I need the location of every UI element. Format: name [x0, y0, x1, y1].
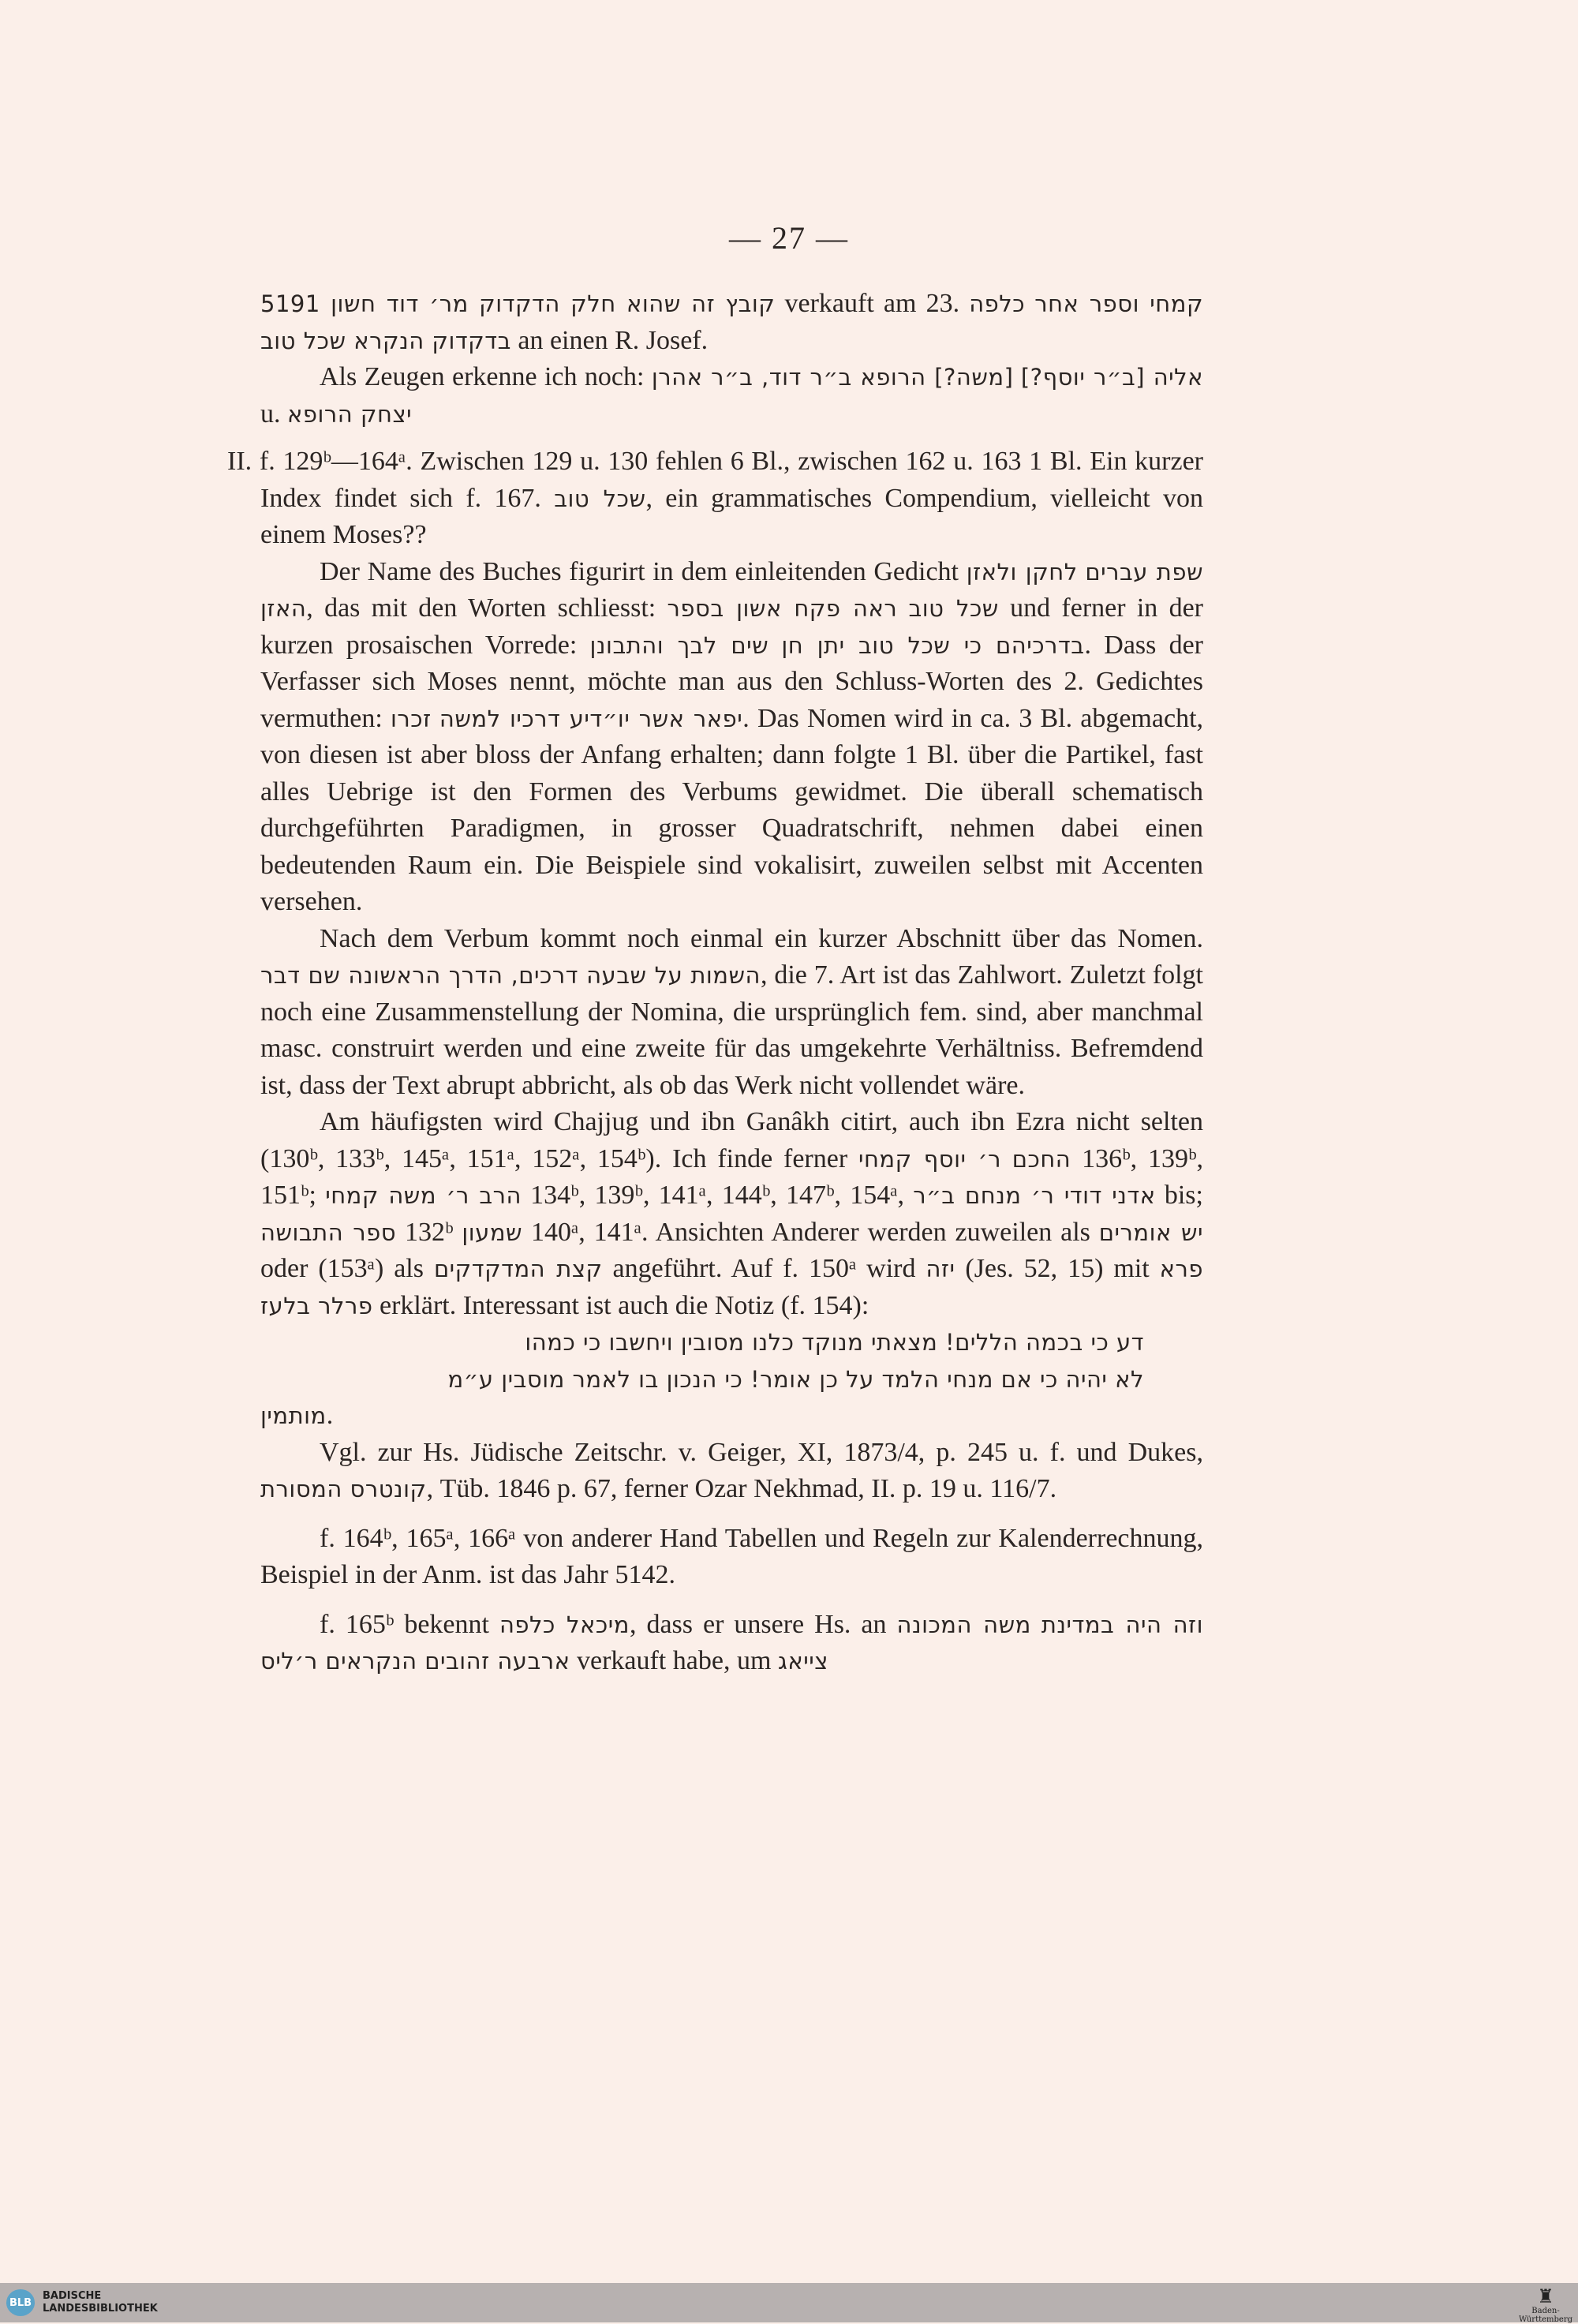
hebrew-text: שכל טוב: [908, 595, 999, 622]
hebrew-text: השמות על שבעה דרכים, הדרך הראשונה שם דבר: [260, 962, 761, 989]
hebrew-text: שפת עברים האזן: [260, 558, 1203, 622]
library-name: [43, 2290, 158, 2315]
text-run: Als Zeugen erkenne ich noch:: [320, 362, 652, 391]
hebrew-text: אליה [ב״ר יוסף?]: [1020, 364, 1204, 391]
paragraph-4: [260, 554, 1203, 921]
paragraph-6: [260, 1104, 1203, 1435]
state-logo: [1518, 2286, 1573, 2324]
hebrew-text: ארבעה זהובים הנקראים ר׳ליס: [260, 1648, 570, 1675]
text-run: f. 165ᵇ bekennt: [320, 1609, 499, 1639]
hebrew-text: לחקן ולאזן: [966, 558, 1078, 586]
hebrew-text: כלפה: [969, 290, 1026, 317]
hebrew-text: יזה: [925, 1256, 955, 1282]
text-run: Der Name des Buches figurirt in dem einleitenden Gedicht: [320, 556, 967, 586]
hebrew-text: זכרו: [391, 705, 432, 732]
document-body: [227, 286, 1204, 1680]
text-run: 140ᵃ, 141ᵃ. Ansichten Anderer werden zuweilen als: [522, 1217, 1099, 1247]
hebrew-text: משה המכונה: [896, 1611, 1031, 1638]
hebrew-text: פרא פרלר בלעז: [260, 1256, 1204, 1319]
text-run: angeführt. Auf f. 150ᵃ wird: [602, 1254, 926, 1283]
paragraph-9: [260, 1607, 1203, 1680]
text-run: , dass er unsere Hs. an: [629, 1609, 897, 1639]
library-name-line2: LANDESBIBLIOTHEK: [43, 2303, 158, 2315]
hebrew-text: ר׳ יוסף קמחי: [858, 1145, 1001, 1173]
text-run: 136ᵇ, 139ᵇ, 151ᵇ;: [260, 1143, 1203, 1210]
hebrew-text: מיכאל כלפה: [499, 1611, 630, 1638]
text-run: bis;: [1155, 1181, 1203, 1210]
hebrew-text: [משה?] הרופא ב״ר דוד, ב״ר אהרן: [651, 364, 1014, 391]
hebrew-text: ספר התבושה: [260, 1218, 397, 1246]
text-run: u.: [260, 399, 287, 428]
text-run: , das mit den Worten schliesst:: [306, 593, 667, 623]
hebrew-text: החכם: [1011, 1145, 1071, 1173]
section-ii-heading: [227, 443, 1203, 554]
text-run: um: [736, 1646, 778, 1675]
hebrew-text: קונטרס המסורת: [260, 1476, 427, 1503]
text-run: und ferner in der kurzen prosaischen Vorrede:: [260, 593, 1204, 660]
paragraph-7: [260, 1435, 1203, 1508]
paragraph-2: [260, 359, 1203, 432]
paragraph-1: [260, 286, 1203, 359]
text-run: verkauft habe,: [570, 1646, 737, 1675]
hebrew-quote-line: לא יהיה כי אם מנחי הלמד על כן אומר! כי הנכון בו לאמר מוסבין ע״מ: [447, 1365, 1144, 1393]
coat-of-arms-icon: ♜: [1537, 2285, 1554, 2307]
text-run: .: [326, 1401, 334, 1430]
hebrew-text: וזה היה במדינת: [1041, 1611, 1204, 1638]
text-run: 132ᵇ: [396, 1217, 462, 1247]
text-run: f. 164ᵇ, 165ᵃ, 166ᵃ von anderer Hand Tabellen und Regeln zur Kalenderrechnung, Beispiel in der Anm. ist das Jahr 5142.: [260, 1523, 1203, 1589]
text-run: , ein grammatisches Compendium, vielleicht von einem Moses??: [260, 483, 1203, 549]
hebrew-text: יש אומרים: [1098, 1218, 1203, 1246]
hebrew-text: יצחק הרופא: [287, 400, 413, 428]
page-number: — 27 —: [729, 220, 849, 256]
hebrew-text: בדרכיהם כי שכל טוב יתן חן: [781, 631, 1085, 659]
text-run: oder (153ᵃ) als: [260, 1254, 434, 1283]
hebrew-text: ראה פקח אשון בספר: [667, 595, 898, 622]
hebrew-text: צייאג: [777, 1648, 828, 1675]
hebrew-text: שמעון: [462, 1218, 523, 1246]
text-run: [1001, 1144, 1012, 1173]
paragraph-5: [260, 921, 1203, 1105]
text-run: Am häufigsten wird Chajjug und ibn Ganâkh citirt, auch ibn Ezra nicht selten (130ᵇ, 133ᵇ, 145ᵃ, 151ᵃ, 152ᵃ, 154ᵇ). Ich finde ferner: [260, 1107, 1203, 1173]
text-run: . Das Nomen wird in ca. 3 Bl. abgemacht, von diesen ist aber bloss der Anfang erhalten; dann folgte 1 Bl. über die Partikel, fast alles Uebrige ist den Formen des Verbums gewidmet. Die überall schematisch durchgeführten Paradigmen, in grosser Quadratschrift, nehmen dabei einen bedeutenden Raum ein. Die Beispiele sind vokalisirt, zuweilen selbst mit Accenten versehen.: [260, 703, 1204, 916]
text-run: erklärt. Interessant ist auch die Notiz (f. 154):: [372, 1290, 869, 1320]
text-run: 134ᵇ, 139ᵇ, 141ᵃ, 144ᵇ, 147ᵇ, 154ᵃ,: [521, 1181, 914, 1210]
text-run: an einen R. Josef.: [510, 325, 709, 355]
footer-bar: [0, 2283, 1578, 2322]
text-run: II. f. 129ᵇ—164ᵃ. Zwischen 129 u. 130 fehlen 6 Bl., zwischen 162 u. 163 1 Bl. Ein kurzer Index findet sich f. 167.: [227, 447, 1203, 513]
hebrew-text: שים לבך והתבונן: [589, 631, 769, 659]
hebrew-text: הרב ר׳ משה קמחי: [325, 1182, 522, 1209]
hebrew-text: מותמין: [260, 1402, 327, 1429]
hebrew-text: יפאר אשר יו״דיע דרכיו למשה: [439, 705, 743, 732]
library-name-line1: BADISCHE: [43, 2290, 102, 2302]
hebrew-text: קובץ זה שהוא חלק הדקדוק מר׳ דוד חשון 5191: [260, 290, 776, 317]
blb-logo-icon: BLB: [6, 2289, 35, 2316]
hebrew-text: קצת המדקדקים: [433, 1256, 603, 1282]
hebrew-quote-line: דע כי בכמה הללים! מצאתי מנוקד כלנו מסובין ויחשבו כי כמהו: [525, 1329, 1144, 1356]
paragraph-8: [260, 1521, 1203, 1594]
hebrew-text: אדני דודי ר׳ מנחם ב״ר: [913, 1182, 1156, 1209]
text-run: verkauft am 23.: [775, 289, 970, 318]
text-run: , Tüb. 1846 p. 67, ferner Ozar Nekhmad, II. p. 19 u. 116/7.: [426, 1474, 1057, 1503]
text-run: Nach dem Verbum kommt noch einmal ein kurzer Abschnitt über das Nomen.: [320, 923, 1203, 953]
state-name: Baden-Württemberg: [1518, 2307, 1573, 2324]
text-run: (Jes. 52, 15) mit: [955, 1254, 1160, 1283]
text-run: . Dass der Verfasser sich Moses nennt, möchte man aus den Schluss-Worten des 2. Gedichtes vermuthen:: [260, 630, 1204, 733]
text-run: , die 7. Art ist das Zahlwort. Zuletzt folgt noch eine Zusammenstellung der Nomina, die ursprünglich fem. sind, aber manchmal masc. construirt werden und eine zweite für das umgekehrte Verhältniss. Befremdend ist, dass der Text abrupt abbricht, als ob das Werk nicht vollendet wäre.: [260, 960, 1203, 1100]
hebrew-text: שכל טוב: [554, 485, 646, 512]
hebrew-text: קמחי וספר אחר בדקדוק הנקרא שכל טוב: [260, 290, 1204, 354]
text-run: Vgl. zur Hs. Jüdische Zeitschr. v. Geiger, XI, 1873/4, p. 245 u. f. und Dukes,: [320, 1437, 1203, 1467]
